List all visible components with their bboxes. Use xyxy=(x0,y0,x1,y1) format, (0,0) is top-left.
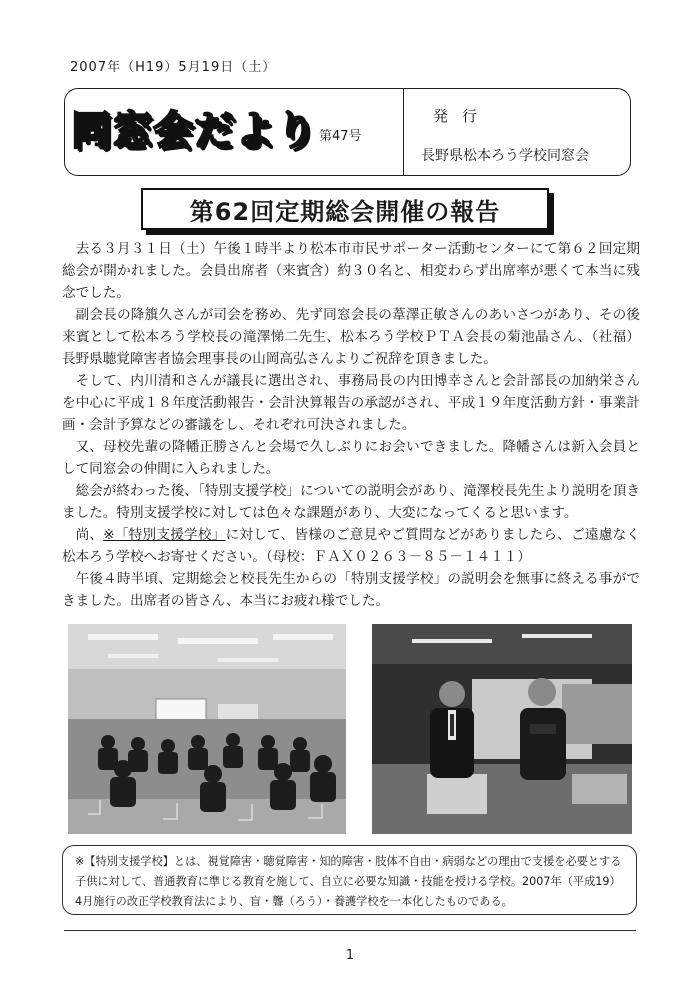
paragraph-5: 総会が終わった後、「特別支援学校」についての説明会があり、滝澤校長先生より説明を頂きました。特別支援学校に対しては色々な課題があり、大変になってくると思います。 xyxy=(62,483,640,521)
meeting-hall-image xyxy=(68,624,346,834)
footer-rule xyxy=(64,930,636,931)
footnote-term: ※【特別支援学校】 xyxy=(75,855,174,868)
masthead xyxy=(64,88,631,176)
footnote-box xyxy=(62,845,637,915)
footnote-definition: とは、視覚障害・聴覚障害・知的障害・肢体不自由・病弱などの理由で支援を必要とする子供に対して、普通教育に準じる教育を施して、自立に必要な知識・技能を授ける学校。2007年（平成19）4月施行の改正学校教育法により、盲・聾（ろう）・養護学校を一本化したものである。 xyxy=(75,855,622,908)
masthead-divider xyxy=(403,89,404,175)
page-number: 1 xyxy=(345,948,355,963)
speakers-image xyxy=(372,624,632,834)
paragraph-2: 副会長の降籏久さんが司会を務め、先ず同窓会長の葦澤正敏さんのあいさつがあり、その後来賓として松本ろう学校長の滝澤悌二先生、松本ろう学校ＰＴＡ会長の菊池晶さん、（社福）長野県聴覚障害者協会理事長の山岡高弘さんよりご祝辞を頂きました。 xyxy=(62,307,640,367)
paragraph-6-intro: 尚、 xyxy=(75,527,104,543)
paragraph-3: そして、内川清和さんが議長に選出され、事務局長の内田博幸さんと会計部長の加納栄さんを中心に平成１８年度活動報告・会計決算報告の承認がされ、平成１９年度活動方針・事業計画・会計予算などの審議をし、それぞれ可決されました。 xyxy=(62,373,640,433)
publish-label: 発行 xyxy=(433,107,492,125)
paragraph-7: 午後４時半頃、定期総会と校長先生からの「特別支援学校」の説明会を無事に終える事ができました。出席者の皆さん、本当にお疲れ様でした。 xyxy=(62,571,640,609)
paragraph-4: 又、母校先輩の降幡正勝さんと会場で久しぶりにお会いできました。降幡さんは新入会員として同窓会の仲間に入られました。 xyxy=(62,439,640,477)
publisher-name: 長野県松本ろう学校同窓会 xyxy=(421,148,589,164)
paragraph-6-rest: に対して、皆様のご意見やご質問などがありましたら、ご遠慮なく松本ろう学校へお寄せください。（母校：ＦＡＸ０２６３－８５－１４１１） xyxy=(62,527,641,565)
speakers-photo xyxy=(372,624,632,834)
special-school-reference: ※「特別支援学校」 xyxy=(103,527,226,543)
issue-date: 2007年（H19）5月19日（土） xyxy=(70,60,277,75)
paragraph-1: 去る３月３１日（土）午後１時半より松本市市民サポーター活動センターにて第６２回定期総会が開かれました。会員出席者（来賓含）約３０名と、相変わらず出席率が悪くて本当に残念でした。 xyxy=(62,241,640,301)
article-body xyxy=(62,238,640,612)
issue-number: 第47号 xyxy=(319,129,362,144)
article-headline: 第62回定期総会開催の報告 xyxy=(141,188,549,230)
meeting-hall-photo xyxy=(68,624,346,834)
newsletter-title: 同窓会だより xyxy=(71,108,317,154)
paragraph-6 xyxy=(62,524,640,568)
